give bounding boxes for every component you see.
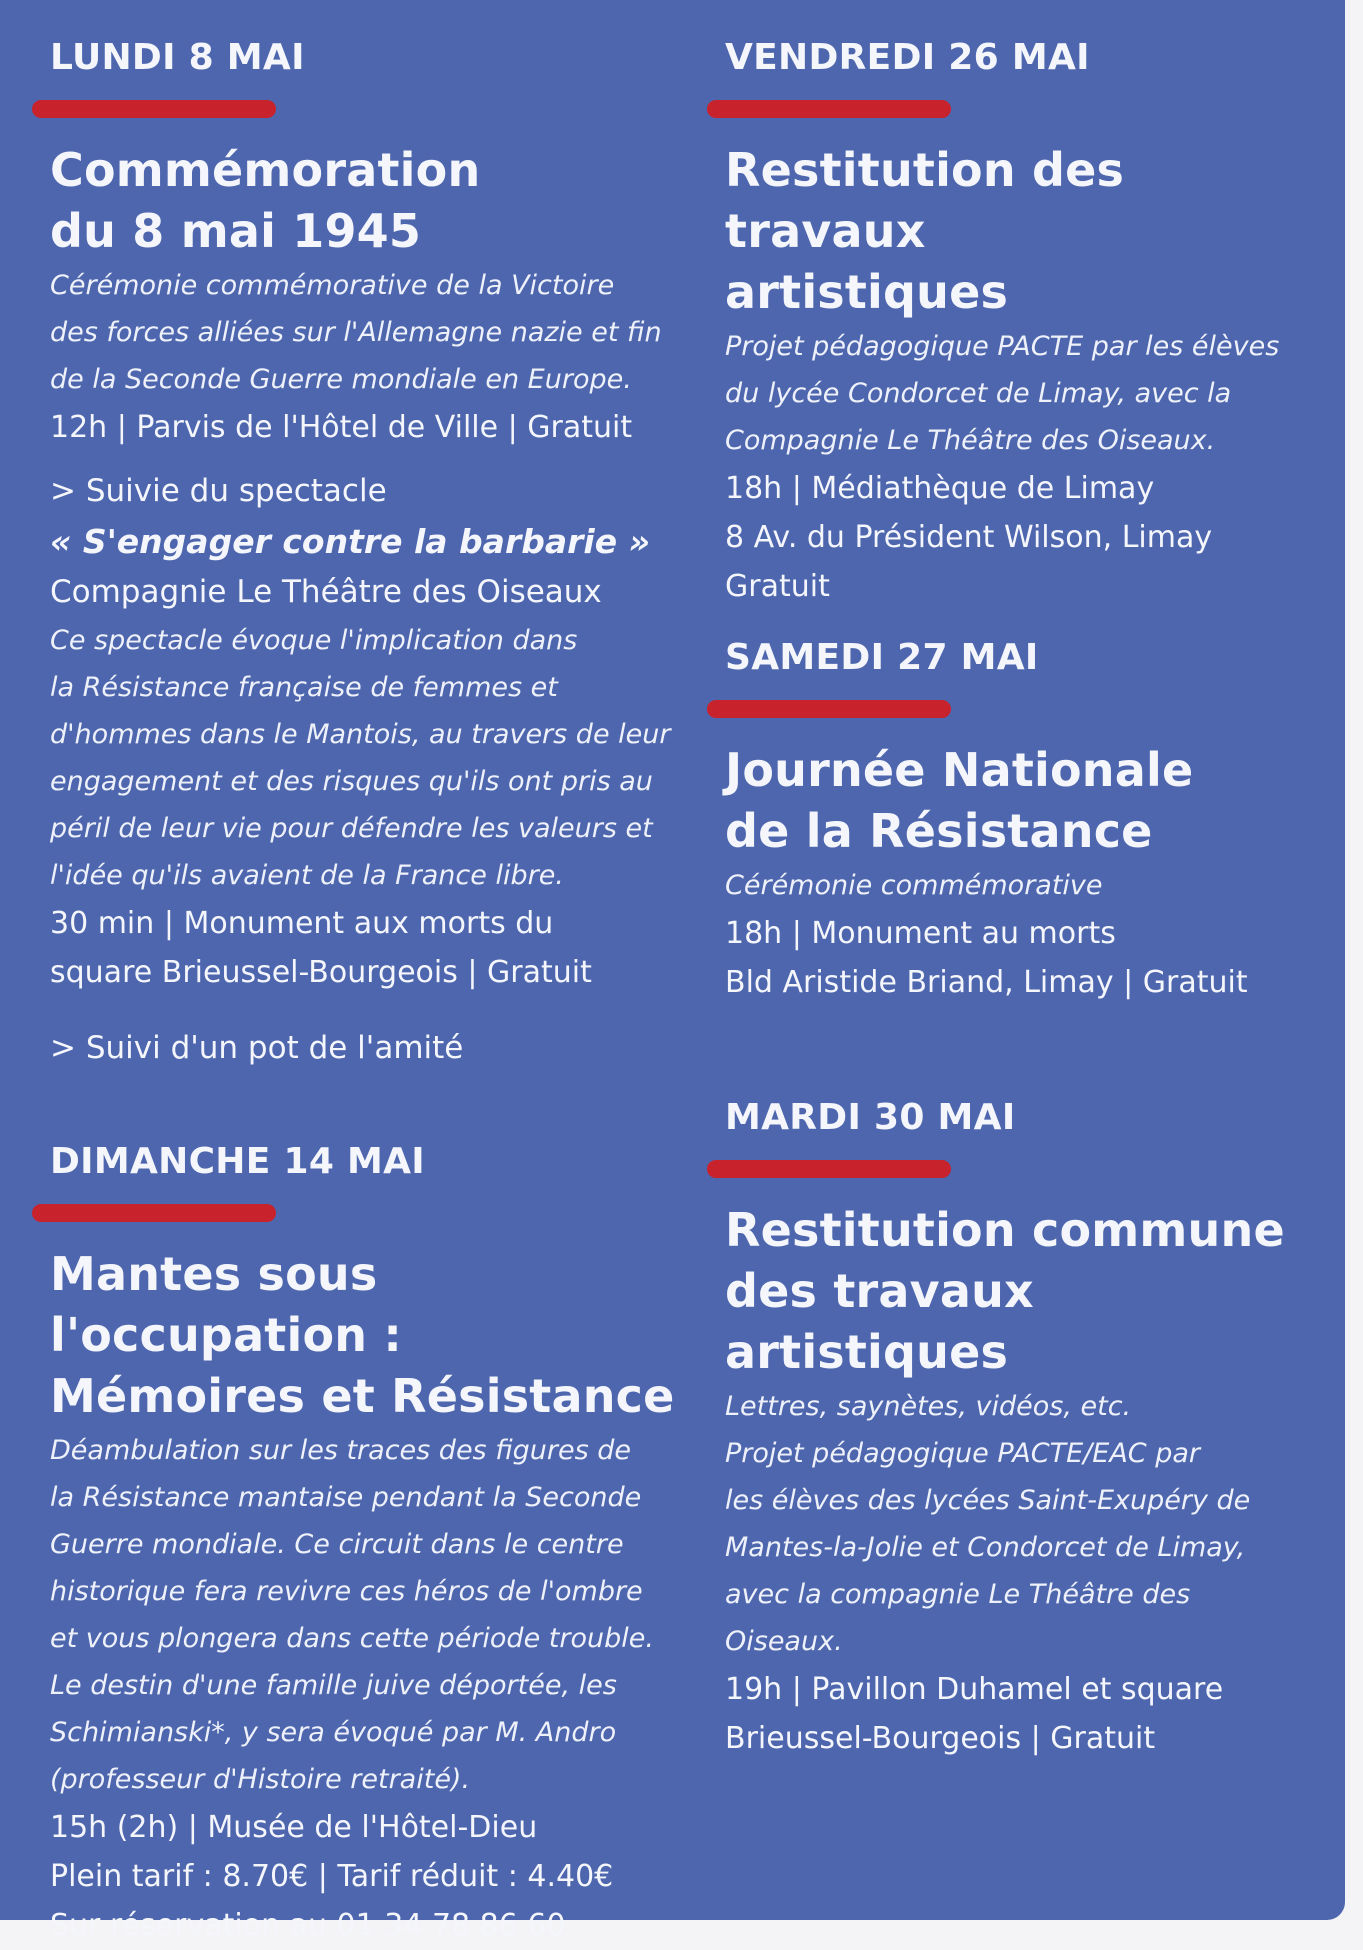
event-description [725, 323, 1325, 464]
desc-line: avec la compagnie Le Théâtre des [725, 1579, 1191, 1610]
event-info [725, 1665, 1325, 1763]
event-day: MARDI 30 MAI [725, 1097, 1016, 1138]
event-title [725, 740, 1325, 862]
desc-line: l'idée qu'ils avaient de la France libre. [50, 860, 564, 891]
show-info [50, 899, 690, 997]
desc-line: et vous plongera dans cette période trouble. [50, 1623, 654, 1654]
title-line: Restitution commune [725, 1203, 1285, 1257]
desc-line: la Résistance française de femmes et [50, 672, 558, 703]
desc-line: du lycée Condorcet de Limay, avec la [725, 378, 1232, 409]
desc-line: Projet pédagogique PACTE par les élèves [725, 331, 1280, 362]
accent-bar [707, 700, 951, 718]
info-line: 18h | Médiathèque de Limay [725, 471, 1155, 506]
followup-pot: > Suivi d'un pot de l'amité [50, 1030, 464, 1066]
event-description [725, 1383, 1325, 1665]
desc-line: les élèves des lycées Saint-Exupéry de [725, 1485, 1251, 1516]
info-line: Bld Aristide Briand, Limay | Gratuit [725, 965, 1248, 1000]
show-title: « S'engager contre la barbarie » [50, 522, 651, 561]
desc-line: Guerre mondiale. Ce circuit dans le centre [50, 1529, 624, 1560]
event-description [725, 862, 1325, 909]
event-info: 12h | Parvis de l'Hôtel de Ville | Gratuit [50, 410, 633, 445]
info-line: Plein tarif : 8.70€ | Tarif réduit : 4.40€ [50, 1859, 614, 1894]
event-title [725, 1200, 1325, 1383]
desc-line: la Résistance mantaise pendant la Seconde [50, 1482, 642, 1513]
desc-line: (professeur d'Histoire retraité). [50, 1764, 471, 1795]
title-line: Journée Nationale [725, 743, 1194, 797]
accent-bar [707, 100, 951, 118]
title-line: Mémoires et Résistance [50, 1369, 675, 1423]
accent-bar [32, 1204, 276, 1222]
event-title [725, 140, 1325, 323]
accent-bar [32, 100, 276, 118]
desc-line: historique fera revivre ces héros de l'ombre [50, 1576, 643, 1607]
info-line: 30 min | Monument aux morts du [50, 906, 554, 941]
desc-line: d'hommes dans le Mantois, au travers de leur [50, 719, 671, 750]
desc-line: des forces alliées sur l'Allemagne nazie et fin [50, 317, 662, 348]
followup-text: > Suivie du spectacle [50, 473, 387, 509]
desc-line: Déambulation sur les traces des figures de [50, 1435, 632, 1466]
desc-line: Oiseaux. [725, 1626, 843, 1657]
event-vendredi-26-mai [725, 36, 1325, 611]
info-line: Brieussel-Bourgeois | Gratuit [725, 1721, 1156, 1756]
title-line: Commémoration [50, 143, 481, 197]
event-dimanche-14-mai [50, 1140, 690, 1950]
event-description [50, 262, 690, 403]
event-title [50, 1244, 690, 1427]
desc-line: Cérémonie commémorative de la Victoire [50, 270, 615, 301]
event-mardi-30-mai [725, 1096, 1325, 1763]
info-line: 19h | Pavillon Duhamel et square [725, 1672, 1224, 1707]
desc-line: Mantes-la-Jolie et Condorcet de Limay, [725, 1532, 1246, 1563]
title-line: du 8 mai 1945 [50, 204, 422, 258]
desc-line: Cérémonie commémorative [725, 870, 1103, 901]
event-day: VENDREDI 26 MAI [725, 37, 1090, 78]
event-title [50, 140, 690, 262]
event-day: LUNDI 8 MAI [50, 37, 305, 78]
event-info [50, 1803, 690, 1950]
company-name: Compagnie Le Théâtre des Oiseaux [50, 574, 602, 610]
event-lundi-8-mai [50, 36, 690, 1073]
desc-line: engagement et des risques qu'ils ont pris au [50, 766, 653, 797]
title-line: artistiques [725, 265, 1009, 319]
event-day: SAMEDI 27 MAI [725, 637, 1039, 678]
info-line: Gratuit [725, 569, 830, 604]
title-line: des travaux artistiques [725, 1264, 1034, 1379]
event-samedi-27-mai [725, 636, 1325, 1007]
desc-line: Ce spectacle évoque l'implication dans [50, 625, 578, 656]
info-line: 18h | Monument au morts [725, 916, 1116, 951]
title-line: Restitution des travaux [725, 143, 1125, 258]
desc-line: péril de leur vie pour défendre les valeurs et [50, 813, 653, 844]
title-line: Mantes sous l'occupation : [50, 1247, 403, 1362]
desc-line: Compagnie Le Théâtre des Oiseaux. [725, 425, 1216, 456]
desc-line: Lettres, saynètes, vidéos, etc. [725, 1391, 1132, 1422]
info-line: square Brieussel-Bourgeois | Gratuit [50, 955, 592, 990]
accent-bar [707, 1160, 951, 1178]
info-line: 15h (2h) | Musée de l'Hôtel-Dieu [50, 1810, 538, 1845]
desc-line: Schimianski*, y sera évoqué par M. Andro [50, 1717, 617, 1748]
phone-line: Sur réservation au 01 34 78 86 60 [50, 1908, 566, 1943]
event-info [725, 464, 1325, 611]
title-line: de la Résistance [725, 804, 1153, 858]
desc-line: de la Seconde Guerre mondiale en Europe. [50, 364, 632, 395]
desc-line: Le destin d'une famille juive déportée, les [50, 1670, 617, 1701]
event-info [725, 909, 1325, 1007]
event-day: DIMANCHE 14 MAI [50, 1141, 425, 1182]
info-line: 8 Av. du Président Wilson, Limay [725, 520, 1213, 555]
desc-line: Projet pédagogique PACTE/EAC par [725, 1438, 1201, 1469]
event-description [50, 1427, 690, 1803]
show-description [50, 617, 690, 899]
